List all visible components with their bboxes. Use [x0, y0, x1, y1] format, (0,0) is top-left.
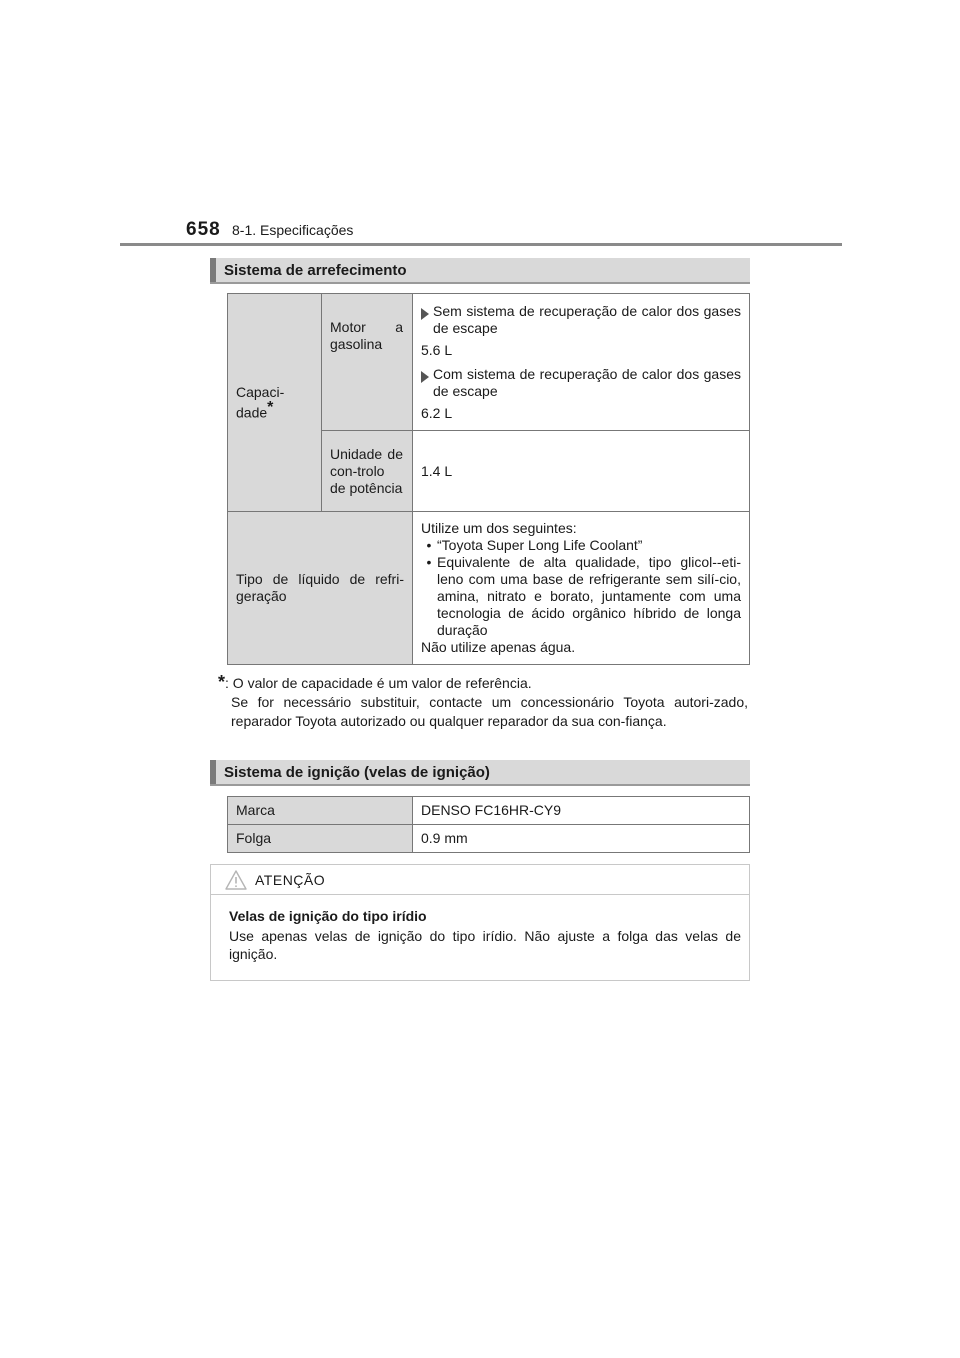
coolant-bullet-2 [421, 554, 741, 639]
gasoline-cell [322, 294, 413, 431]
value2: 6.2 L [421, 404, 453, 421]
ignition-section-title: Sistema de ignição (velas de ignição) [224, 763, 490, 781]
pcu-label: Unidade de con-trolo de potência [330, 445, 403, 496]
coolant-cell [228, 512, 413, 665]
table-row [228, 825, 750, 853]
triangle-bullet-icon [421, 366, 433, 400]
ignition-section-heading [210, 760, 750, 786]
warning-box [210, 864, 750, 981]
gasoline-label: Motor a gasolina [330, 319, 403, 352]
coolant-bullet1-text: “Toyota Super Long Life Coolant” [437, 537, 643, 553]
bullet-dot-icon: • [426, 554, 432, 570]
capacity-label: Capaci- dade [236, 384, 285, 421]
chapter-title: 8-1. Especificações [232, 222, 354, 238]
cooling-section-title: Sistema de arrefecimento [224, 261, 407, 279]
footnote-star: * [218, 672, 226, 692]
ignition-value-brand: DENSO FC16HR-CY9 [413, 797, 750, 825]
coolant-intro: Utilize um dos seguintes: [421, 520, 577, 536]
warning-triangle-icon [225, 870, 247, 890]
coolant-note: Não utilize apenas água. [421, 639, 576, 655]
coolant-values-cell [413, 512, 750, 665]
cooling-table [227, 293, 750, 665]
page-number: 658 [186, 219, 221, 240]
warning-heading: Velas de ignição do tipo irídio [229, 908, 427, 924]
table-row [228, 797, 750, 825]
value1: 5.6 L [421, 341, 453, 358]
capacity-star: * [267, 399, 274, 417]
ignition-label-gap: Folga [228, 825, 413, 853]
footnote-line2: Se for necessário substituir, contacte um concessionário Toyota autori-zado, reparador Toyota autorizado ou qualquer reparador da sua con-fiança. [231, 694, 748, 729]
ignition-label-brand: Marca [228, 797, 413, 825]
option1-text: Sem sistema de recuperação de calor dos gases de escape [433, 302, 741, 336]
coolant-bullet2-text: Equivalente de alta qualidade, tipo glicol--eti-leno com uma base de refrigerante sem silí-cio, amina, nitrato e borato, juntamente com uma tecnologia de ácido orgânico híbrido de longa duração [437, 554, 741, 638]
coolant-bullet-1 [421, 537, 741, 554]
cooling-section-heading [210, 258, 750, 284]
ignition-table [227, 796, 750, 853]
triangle-bullet-icon [421, 303, 433, 337]
option2-line [421, 366, 741, 400]
warning-body [211, 895, 749, 963]
bullet-dot-icon: • [426, 537, 432, 553]
option2-text: Com sistema de recuperação de calor dos gases de escape [433, 365, 741, 399]
capacity-cell [228, 294, 322, 512]
warning-header [211, 865, 749, 895]
footnote [218, 673, 748, 731]
header-rule [120, 243, 842, 246]
gasoline-values-cell [413, 294, 750, 431]
warning-text: Use apenas velas de ignição do tipo irídio. Não ajuste a folga das velas de ignição. [229, 928, 741, 962]
option1-line [421, 303, 741, 337]
coolant-label: Tipo de líquido de refri-geração [236, 571, 404, 604]
heading-bar [210, 760, 216, 784]
footnote-line1: : O valor de capacidade é um valor de referência. [225, 675, 532, 691]
pcu-value: 1.4 L [413, 431, 750, 512]
heading-bar [210, 258, 216, 282]
ignition-value-gap: 0.9 mm [413, 825, 750, 853]
pcu-cell [322, 431, 413, 512]
warning-title: ATENÇÃO [255, 871, 326, 888]
